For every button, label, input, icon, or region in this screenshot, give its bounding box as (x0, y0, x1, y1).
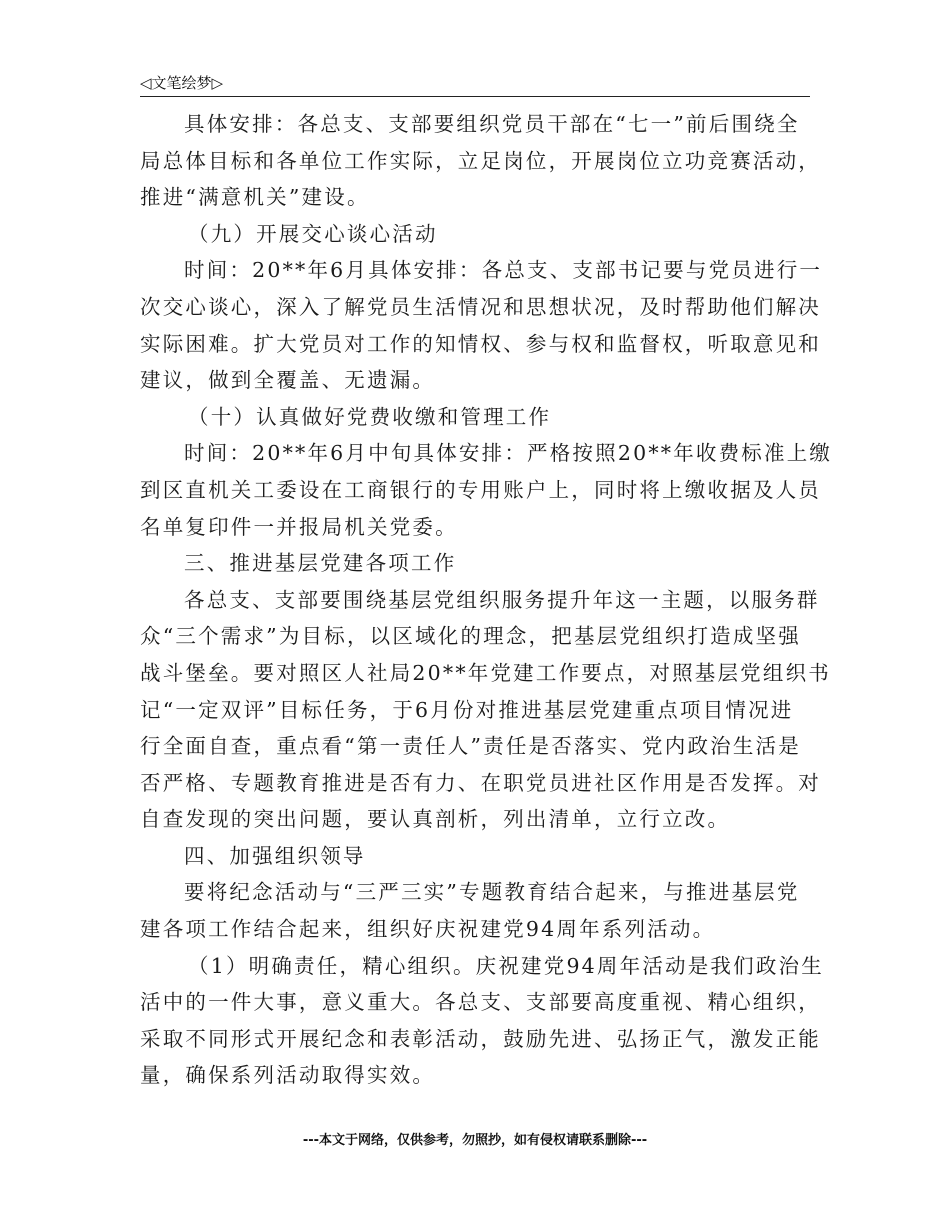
text-line: 具体安排：各总支、支部要组织党员干部在“七一”前后围绕全 (184, 112, 800, 136)
text-line: 自查发现的突出问题，要认真剖析，列出清单，立行立改。 (140, 807, 731, 832)
text-line: 采取不同形式开展纪念和表彰活动，鼓励先进、弘扬正气，激发正能 (140, 1026, 821, 1051)
text-line: 推进“满意机关”建设。 (140, 185, 370, 210)
text-line: 建各项工作结合起来，组织好庆祝建党94周年系列活动。 (140, 917, 716, 942)
page-footer: ---本文于网络，仅供参考，勿照抄，如有侵权请联系删除--- (302, 1133, 648, 1148)
section-heading: （九）开展交心谈心活动 (188, 221, 438, 246)
text-line: 要将纪念活动与“三严三实”专题教育结合起来，与推进基层党 (184, 880, 800, 905)
document-body (140, 106, 833, 1094)
text-line: 否严格、专题教育推进是否有力、在职党员进社区作用是否发挥。对 (140, 770, 821, 795)
section-heading: 四、加强组织领导 (184, 843, 366, 868)
section-heading: 三、推进基层党建各项工作 (184, 551, 457, 576)
text-line: 建议，做到全覆盖、无遗漏。 (140, 368, 436, 393)
text-line: （1）明确责任，精心组织。庆祝建党94周年活动是我们政治生 (188, 953, 824, 978)
text-line: 次交心谈心，深入了解党员生活情况和思想状况，及时帮助他们解决 (140, 294, 821, 319)
text-line: 记“一定双评”目标任务，于6月份对推进基层党建重点项目情况进 (140, 697, 794, 722)
text-line: 时间：20**年6月中旬具体安排：严格按照20**年收费标准上缴 (184, 441, 833, 466)
text-line: 实际困难。扩大党员对工作的知情权、参与权和监督权，听取意见和 (140, 331, 821, 356)
text-line: 量，确保系列活动取得实效。 (140, 1063, 436, 1088)
page-header (140, 72, 810, 97)
header-title: ◁文笔绘梦▷ (140, 74, 224, 92)
text-line: 各总支、支部要围绕基层党组织服务提升年这一主题，以服务群 (184, 587, 820, 612)
section-heading: （十）认真做好党费收缴和管理工作 (188, 404, 552, 429)
text-line: 到区直机关工委设在工商银行的专用账户上，同时将上缴收据及人员 (140, 477, 821, 502)
text-line: 活中的一件大事，意义重大。各总支、支部要高度重视、精心组织， (140, 990, 821, 1015)
text-line: 时间：20**年6月具体安排：各总支、支部书记要与党员进行一 (184, 258, 823, 283)
text-line: 名单复印件一并报局机关党委。 (140, 514, 458, 539)
text-line: 行全面自查，重点看“第一责任人”责任是否落实、党内政治生活是 (140, 734, 801, 759)
text-line: 众“三个需求”为目标，以区域化的理念，把基层党组织打造成坚强 (140, 624, 801, 649)
text-line: 战斗堡垒。要对照区人社局20**年党建工作要点，对照基层党组织书 (140, 660, 831, 685)
text-line: 局总体目标和各单位工作实际，立足岗位，开展岗位立功竞赛活动， (140, 148, 821, 173)
